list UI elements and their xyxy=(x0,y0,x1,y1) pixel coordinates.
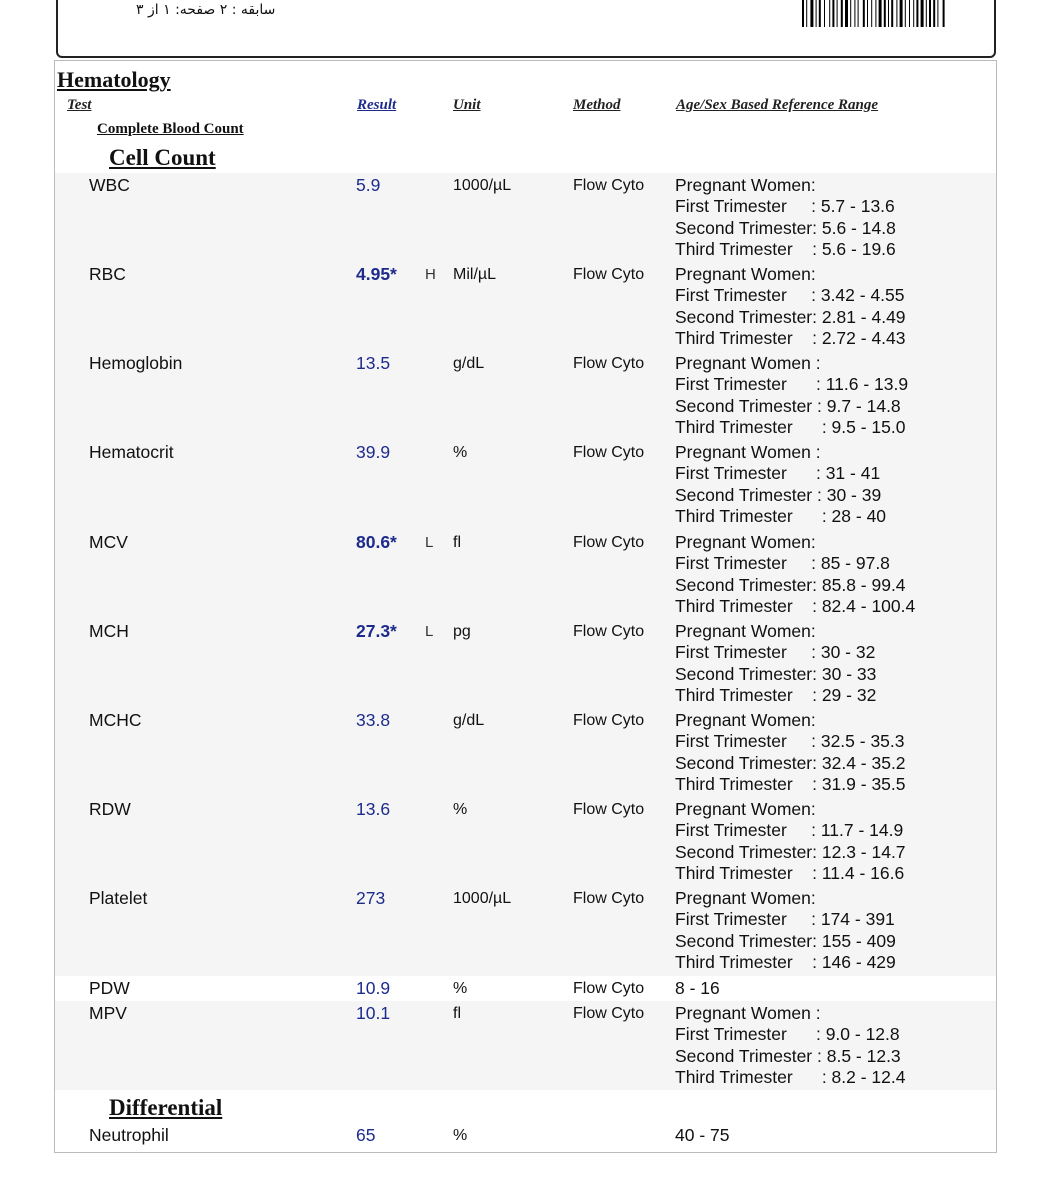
reference-line: First Trimester : 174 - 391 xyxy=(675,909,895,930)
test-name: RDW xyxy=(89,799,131,819)
result-value: 27.3* xyxy=(356,621,397,641)
reference-range xyxy=(675,1003,906,1089)
table-row xyxy=(55,173,996,262)
unit: fl xyxy=(453,534,461,551)
reference-range xyxy=(675,175,896,261)
reference-range xyxy=(675,799,906,885)
group-title-cell-count: Cell Count xyxy=(109,145,216,170)
column-header-method: Method xyxy=(573,97,621,113)
reference-line: Pregnant Women : xyxy=(675,1003,821,1023)
reference-line: Pregnant Women: xyxy=(675,888,816,908)
reference-line: 40 - 75 xyxy=(675,1125,730,1145)
test-name: MPV xyxy=(89,1003,127,1023)
unit: Mil/µL xyxy=(453,266,496,283)
reference-line: Second Trimester: 32.4 - 35.2 xyxy=(675,752,906,773)
unit: 1000/µL xyxy=(453,890,512,907)
hematology-report xyxy=(54,60,997,1153)
unit: g/dL xyxy=(453,355,485,372)
reference-line: First Trimester : 5.7 - 13.6 xyxy=(675,196,895,217)
reference-line: Pregnant Women : xyxy=(675,442,821,462)
reference-line: Second Trimester: 12.3 - 14.7 xyxy=(675,841,906,862)
reference-line: Third Trimester : 29 - 32 xyxy=(675,685,877,706)
reference-range xyxy=(675,888,896,974)
result-value: 65 xyxy=(356,1125,376,1145)
reference-line: Second Trimester : 30 - 39 xyxy=(675,484,882,505)
reference-line: Second Trimester: 85.8 - 99.4 xyxy=(675,574,906,595)
reference-line: First Trimester : 11.7 - 14.9 xyxy=(675,820,904,841)
table-row xyxy=(55,1123,996,1149)
reference-line: Second Trimester: 5.6 - 14.8 xyxy=(675,217,896,238)
unit: fl xyxy=(453,1005,461,1022)
unit: 1000/µL xyxy=(453,177,512,194)
result-value: 273 xyxy=(356,888,386,908)
result-value: 80.6* xyxy=(356,532,397,552)
group-title-differential: Differential xyxy=(109,1095,223,1120)
unit: % xyxy=(453,980,468,997)
abnormal-flag: L xyxy=(425,623,434,640)
reference-range xyxy=(675,353,908,439)
unit: % xyxy=(453,1127,468,1144)
unit: pg xyxy=(453,623,471,640)
table-row xyxy=(55,797,996,886)
reference-line: Second Trimester: 30 - 33 xyxy=(675,663,877,684)
reference-line: Third Trimester : 28 - 40 xyxy=(675,506,887,527)
subgroup-title: Complete Blood Count xyxy=(97,121,244,137)
method: Flow Cyto xyxy=(573,712,645,729)
reference-line: Pregnant Women: xyxy=(675,799,816,819)
reference-range xyxy=(675,264,906,350)
column-header-result: Result xyxy=(357,97,397,113)
abnormal-flag: H xyxy=(425,266,436,283)
result-value: 5.9 xyxy=(356,175,381,195)
reference-line: Second Trimester: 2.81 - 4.49 xyxy=(675,306,906,327)
reference-range xyxy=(675,532,915,618)
result-value: 13.6 xyxy=(356,799,391,819)
test-name: Hematocrit xyxy=(89,442,174,462)
method: Flow Cyto xyxy=(573,980,645,997)
reference-line: Third Trimester : 9.5 - 15.0 xyxy=(675,417,906,438)
result-value: 39.9 xyxy=(356,442,391,462)
method: Flow Cyto xyxy=(573,623,645,640)
table-row xyxy=(55,886,996,976)
test-name: Hemoglobin xyxy=(89,353,183,373)
abnormal-flag: L xyxy=(425,534,434,551)
reference-line: First Trimester : 11.6 - 13.9 xyxy=(675,374,909,395)
barcode xyxy=(802,0,998,27)
table-row xyxy=(55,440,996,530)
record-page-info: سابقه : ۲ صفحه: ۱ از ۳ xyxy=(136,2,276,18)
reference-line: Pregnant Women: xyxy=(675,621,816,641)
method: Flow Cyto xyxy=(573,177,645,194)
test-name: MCHC xyxy=(89,710,142,730)
method: Flow Cyto xyxy=(573,266,645,283)
reference-line: Pregnant Women : xyxy=(675,353,821,373)
method: Flow Cyto xyxy=(573,534,645,551)
report-header-box xyxy=(56,0,996,58)
table-row xyxy=(55,1001,996,1090)
table-row xyxy=(55,976,996,1001)
unit: g/dL xyxy=(453,712,485,729)
reference-line: Third Trimester : 11.4 - 16.6 xyxy=(675,863,905,884)
result-value: 10.1 xyxy=(356,1003,391,1023)
column-header-reference: Age/Sex Based Reference Range xyxy=(676,97,879,113)
reference-range xyxy=(675,978,720,999)
table-row xyxy=(55,708,996,797)
reference-line: Third Trimester : 146 - 429 xyxy=(675,952,896,973)
test-name: PDW xyxy=(89,978,130,998)
reference-range xyxy=(675,1125,729,1146)
table-row xyxy=(55,262,996,351)
reference-line: Third Trimester : 2.72 - 4.43 xyxy=(675,328,906,349)
reference-line: First Trimester : 3.42 - 4.55 xyxy=(675,285,905,306)
reference-line: 8 - 16 xyxy=(675,978,720,998)
reference-line: Second Trimester : 9.7 - 14.8 xyxy=(675,395,901,416)
result-value: 13.5 xyxy=(356,353,391,373)
table-row xyxy=(55,530,996,619)
reference-line: Pregnant Women: xyxy=(675,264,816,284)
test-name: RBC xyxy=(89,264,126,284)
column-header-test: Test xyxy=(67,97,92,113)
method: Flow Cyto xyxy=(573,355,645,372)
result-value: 33.8 xyxy=(356,710,391,730)
reference-line: Second Trimester: 155 - 409 xyxy=(675,930,896,951)
reference-range xyxy=(675,710,906,796)
reference-line: Third Trimester : 8.2 - 12.4 xyxy=(675,1067,906,1088)
test-name: MCV xyxy=(89,532,128,552)
method: Flow Cyto xyxy=(573,444,645,461)
test-name: Platelet xyxy=(89,888,148,908)
reference-line: Pregnant Women: xyxy=(675,175,816,195)
reference-range xyxy=(675,621,876,707)
table-row xyxy=(55,351,996,440)
test-name: Neutrophil xyxy=(89,1125,169,1145)
reference-line: Third Trimester : 31.9 - 35.5 xyxy=(675,774,906,795)
reference-line: First Trimester : 85 - 97.8 xyxy=(675,553,890,574)
reference-line: First Trimester : 30 - 32 xyxy=(675,642,876,663)
method: Flow Cyto xyxy=(573,801,645,818)
reference-line: First Trimester : 31 - 41 xyxy=(675,463,881,484)
result-value: 4.95* xyxy=(356,264,397,284)
unit: % xyxy=(453,801,468,818)
test-name: WBC xyxy=(89,175,130,195)
reference-range xyxy=(675,442,886,528)
reference-line: First Trimester : 32.5 - 35.3 xyxy=(675,731,905,752)
method: Flow Cyto xyxy=(573,1005,645,1022)
table-row xyxy=(55,619,996,708)
reference-line: Third Trimester : 5.6 - 19.6 xyxy=(675,239,896,260)
test-name: MCH xyxy=(89,621,129,641)
column-header-unit: Unit xyxy=(453,97,481,113)
method: Flow Cyto xyxy=(573,890,645,907)
result-value: 10.9 xyxy=(356,978,391,998)
section-title: Hematology xyxy=(57,67,171,92)
reference-line: Second Trimester : 8.5 - 12.3 xyxy=(675,1045,901,1066)
reference-line: First Trimester : 9.0 - 12.8 xyxy=(675,1024,900,1045)
reference-line: Pregnant Women: xyxy=(675,710,816,730)
unit: % xyxy=(453,444,468,461)
reference-line: Pregnant Women: xyxy=(675,532,816,552)
reference-line: Third Trimester : 82.4 - 100.4 xyxy=(675,596,916,617)
